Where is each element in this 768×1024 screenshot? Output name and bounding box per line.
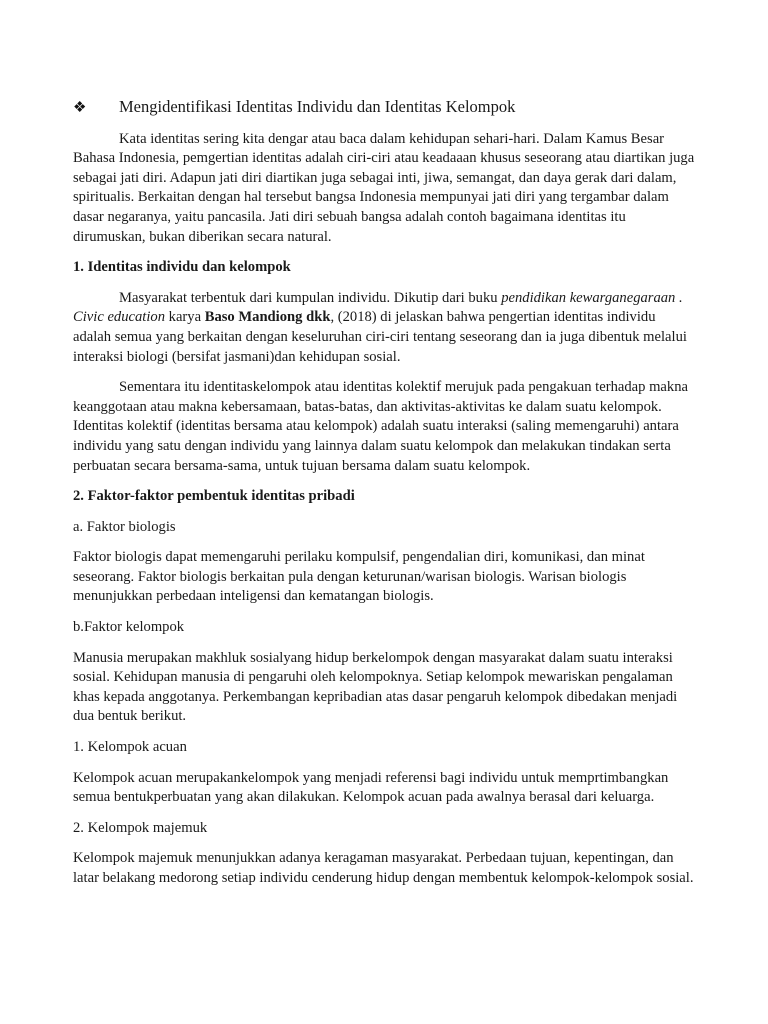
subsection-b-paragraph: Manusia merupakan makhluk sosialyang hidup berkelompok dengan masyarakat dalam suatu interaksi sosial. Kehidupan manusia di pengaruhi oleh kelompoknya. Setiap kelompok mewariskan pengalaman khas kepada anggotanya. Perkembangan kepribadian atas dasar pengaruh kelompok dibedakan menjadi dua bentuk berikut.	[73, 649, 678, 725]
kelompok-acuan-title: 1. Kelompok acuan	[73, 739, 187, 756]
section-1-paragraph-1	[73, 289, 697, 367]
kelompok-majemuk-paragraph: Kelompok majemuk menunjukkan adanya keragaman masyarakat. Perbedaan tujuan, kepentingan, dan latar belakang medorong setiap individu cenderung hidup dengan membentuk kelompok-kelompok sosial.	[73, 850, 694, 886]
document-page	[73, 97, 697, 900]
text-run: karya	[165, 309, 205, 326]
section-1-title: 1. Identitas individu dan kelompok	[73, 259, 291, 276]
text-run: Masyarakat terbentuk dari kumpulan individu. Dikutip dari buku	[119, 289, 502, 306]
kelompok-majemuk-title: 2. Kelompok majemuk	[73, 819, 208, 836]
author-name: Baso Mandiong dkk	[204, 309, 331, 326]
book-title: pendidikan kewarganegaraan . Civic education	[73, 289, 683, 326]
diamond-bullet-icon: ❖	[73, 100, 87, 116]
heading-title: Mengidentifikasi Identitas Individu dan Identitas Kelompok	[119, 97, 516, 116]
subsection-b-title: b.Faktor kelompok	[73, 619, 185, 636]
document-heading	[73, 97, 697, 119]
kelompok-acuan-paragraph: Kelompok acuan merupakankelompok yang menjadi referensi bagi individu untuk memprtimbangkan semua bentukperbuatan yang akan dilakukan. Kelompok acuan pada awalnya berasal dari keluarga.	[73, 769, 669, 806]
text-run: , (2018) di jelaskan bahwa pengertian identitas individu adalah semua yang berkaitan dengan keseluruhan ciri-ciri tentang seseorang dan ia juga dibentuk melalui interaksi biologi (bersifat jasmani)dan kehidupan sosial.	[73, 309, 687, 365]
subsection-a-title: a. Faktor biologis	[73, 518, 176, 535]
subsection-a-paragraph: Faktor biologis dapat memengaruhi perilaku kompulsif, pengendalian diri, komunikasi, dan minat seseorang. Faktor biologis berkaitan pula dengan keturunan/warisan biologis. Warisan biologis menunjukkan perbedaan inteligensi dan kematangan biologis.	[73, 549, 645, 605]
section-1-paragraph-2: Sementara itu identitaskelompok atau identitas kolektif merujuk pada pengakuan terhadap makna keanggotaan atau makna kebersamaan, batas-batas, dan aktivitas-aktivitas ke dalam suatu kelompok. Identitas kolektif (identitas bersama atau kelompok) adalah suatu interaksi (saling memengaruhi) antara individu yang satu dengan individu yang lainnya dalam suatu kelompok dan melakukan tindakan serta perbuatan secara bersama-sama, untuk tujuan bersama dalam suatu kelompok.	[73, 379, 688, 474]
section-2-title: 2. Faktor-faktor pembentuk identitas pribadi	[73, 488, 355, 505]
intro-paragraph: Kata identitas sering kita dengar atau baca dalam kehidupan sehari-hari. Dalam Kamus Besar Bahasa Indonesia, pemgertian identitas adalah ciri-ciri atau keadaaan khusus seseorang atau diartikan juga sebagai jati diri. Adapun jati diri diartikan juga sebagai inti, jiwa, semangat, dan daya gerak dari dalam, spiritualis. Berkaitan dengan hal tersebut bangsa Indonesia mempunyai jati diri yang tergambar dalam dasar negaranya, yaitu pancasila. Jati diri sebuah bangsa adalah contoh bagaimana identitas itu dirumuskan, bukan diberikan secara natural.	[73, 130, 695, 245]
